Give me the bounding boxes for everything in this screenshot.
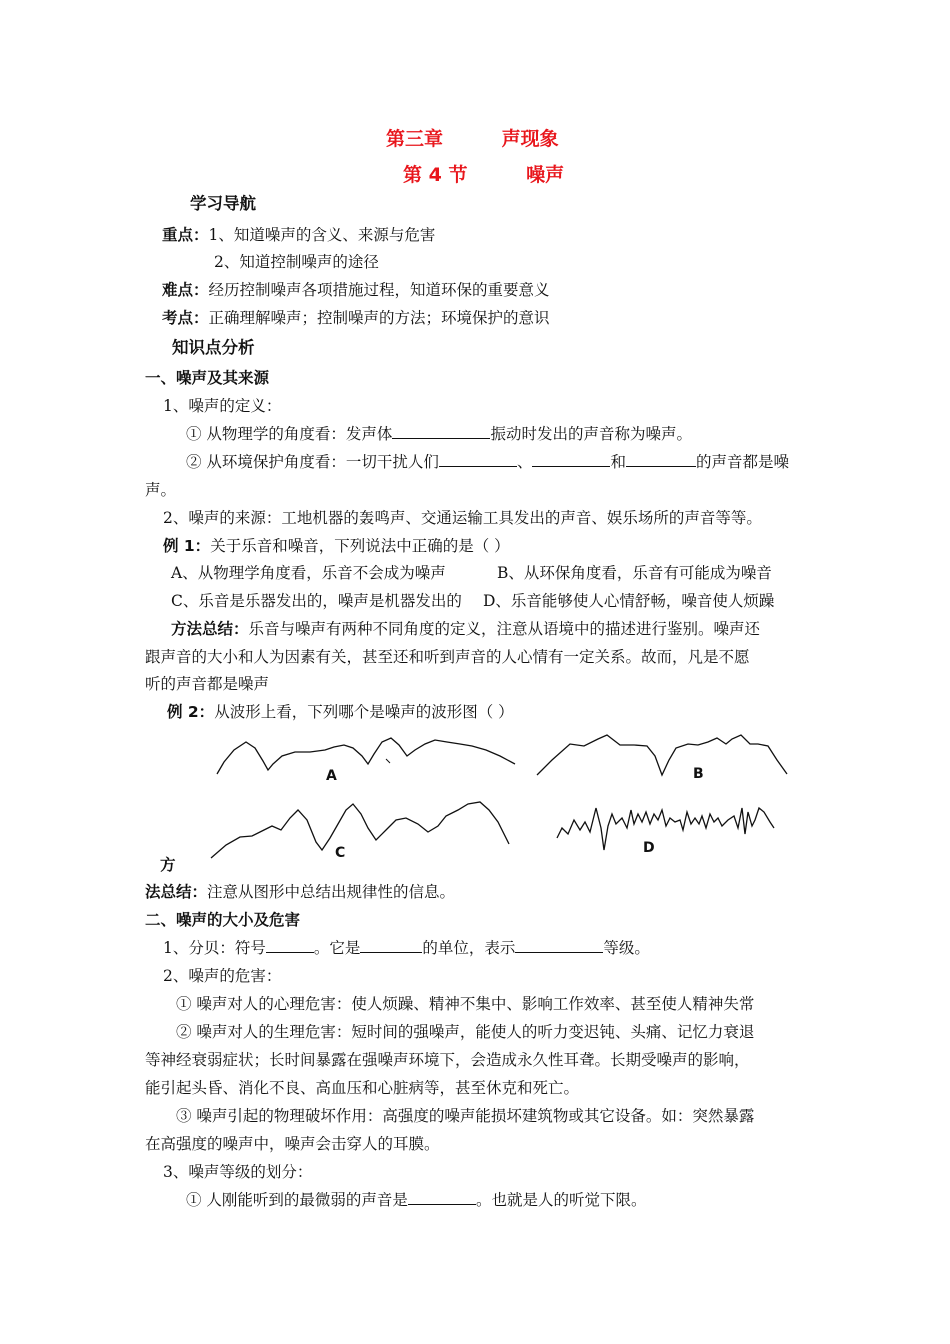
definition-1 <box>186 424 692 444</box>
level-1 <box>186 1190 646 1210</box>
answer-blank[interactable] <box>266 938 314 953</box>
key-points-line-1 <box>162 225 435 245</box>
answer-blank[interactable] <box>626 452 696 467</box>
answer-blank[interactable] <box>532 452 610 467</box>
waveform-b <box>532 730 792 780</box>
chapter-title <box>386 124 559 151</box>
key-label: 重点： <box>162 226 209 244</box>
method2-label-start: 方 <box>160 856 176 874</box>
section-number: 第 4 节 <box>403 164 468 186</box>
decibel-line <box>163 938 650 958</box>
waveform-a-label: A <box>326 768 337 784</box>
example-2-question: 从波形上看，下列哪个是噪声的波形图（ ） <box>214 703 514 721</box>
noise-source: 2、噪声的来源：工地机器的轰鸣声、交通运输工具发出的声音、娱乐场所的声音等等。 <box>163 509 762 527</box>
method-summary-1 <box>171 619 760 639</box>
option-b: B、从环保角度看，乐音有可能成为噪音 <box>497 564 772 582</box>
part2-heading: 二、噪声的大小及危害 <box>145 911 301 929</box>
definition-1-text: ① 从物理学的角度看：发声体 <box>186 425 393 443</box>
definition-2-text: ② 从环境保护角度看：一切干扰人们 <box>186 453 439 471</box>
exam-text: 正确理解噪声；控制噪声的方法；环境保护的意识 <box>208 309 550 327</box>
part1-heading: 一、噪声及其来源 <box>145 369 270 387</box>
difficult-label: 难点： <box>162 281 209 299</box>
harm-3-line-2: 在高强度的噪声中，噪声会击穿人的耳膜。 <box>145 1135 440 1153</box>
example-2-label: 例 2： <box>167 703 215 721</box>
analysis-heading: 知识点分析 <box>172 338 255 357</box>
harm-2-line-3: 能引起头昏、消化不良、高血压和心脏病等，甚至休克和死亡。 <box>145 1079 580 1097</box>
exam-label: 考点： <box>162 309 209 327</box>
waveform-c-label: C <box>335 845 346 861</box>
waveform-a <box>210 734 520 784</box>
answer-blank[interactable] <box>515 938 603 953</box>
method2-label-end: 法总结： <box>145 883 208 901</box>
key-point-1: 1、知道噪声的含义、来源与危害 <box>208 226 436 244</box>
definition-2-sep: 、 <box>516 453 533 471</box>
level-1-text: ① 人刚能听到的最微弱的声音是 <box>186 1191 408 1209</box>
difficult-line <box>162 280 550 300</box>
harm-1: ① 噪声对人的心理危害：使人烦躁、精神不集中、影响工作效率、甚至使人精神失常 <box>176 995 755 1013</box>
waveform-d <box>552 798 782 858</box>
harm-2-line-2: 等神经衰弱症状；长时间暴露在强噪声环境下，会造成永久性耳聋。长期受噪声的影响， <box>145 1051 750 1069</box>
method-summary-2: 跟声音的大小和人为因素有关，甚至还和听到声音的人心情有一定关系。故而，凡是不愿 <box>145 648 750 666</box>
exam-line <box>162 308 550 328</box>
chapter-name: 声现象 <box>501 128 559 150</box>
definition-2-wrap: 声。 <box>145 481 177 499</box>
answer-blank[interactable] <box>392 424 490 439</box>
answer-blank[interactable] <box>439 452 517 467</box>
example-2 <box>167 702 514 722</box>
harm-3-line-1: ③ 噪声引起的物理破坏作用：高强度的噪声能损坏建筑物或其它设备。如：突然暴露 <box>176 1107 755 1125</box>
method2-text: 注意从图形中总结出规律性的信息。 <box>207 883 456 901</box>
method2-line <box>145 882 455 902</box>
option-d: D、乐音能够使人心情舒畅，噪音使人烦躁 <box>483 592 775 610</box>
example-1 <box>163 536 510 556</box>
key-point-2: 2、知道控制噪声的途径 <box>214 253 379 271</box>
definition-title: 1、噪声的定义： <box>163 397 282 415</box>
example-1-label: 例 1： <box>163 537 211 555</box>
waveform-d-label: D <box>643 840 655 856</box>
chapter-number: 第三章 <box>386 128 444 150</box>
level-1-text-end: 。也就是人的听觉下限。 <box>475 1191 647 1209</box>
definition-2-text-end: 的声音都是噪 <box>695 453 789 471</box>
answer-blank[interactable] <box>408 1190 476 1205</box>
definition-2-and: 和 <box>610 453 626 471</box>
decibel-text-2: 。它是 <box>313 939 361 957</box>
waveform-c <box>206 800 516 870</box>
harm-2-line-1: ② 噪声对人的生理危害：短时间的强噪声，能使人的听力变迟钝、头痛、记忆力衰退 <box>176 1023 755 1041</box>
guide-heading: 学习导航 <box>190 194 256 213</box>
option-c: C、乐音是乐器发出的，噪声是机器发出的 <box>171 592 462 610</box>
decibel-text-3: 的单位，表示 <box>422 939 516 957</box>
decibel-text: 1、分贝：符号 <box>163 939 266 957</box>
method-text: 乐音与噪声有两种不同角度的定义，注意从语境中的描述进行鉴别。噪声还 <box>248 620 761 638</box>
method-label: 方法总结： <box>171 620 249 638</box>
answer-blank[interactable] <box>360 938 422 953</box>
method-summary-3: 听的声音都是噪声 <box>145 675 270 693</box>
section-title <box>403 160 564 187</box>
harm-title: 2、噪声的危害： <box>163 967 282 985</box>
definition-2 <box>186 452 789 472</box>
decibel-text-4: 等级。 <box>603 939 650 957</box>
option-a: A、从物理学角度看，乐音不会成为噪声 <box>171 564 446 582</box>
waveform-b-label: B <box>693 766 704 782</box>
level-title: 3、噪声等级的划分： <box>163 1163 313 1181</box>
definition-1-text-end: 振动时发出的声音称为噪声。 <box>490 425 692 443</box>
section-name: 噪声 <box>526 164 565 186</box>
example-1-question: 关于乐音和噪音，下列说法中正确的是（ ） <box>210 537 510 555</box>
difficult-text: 经历控制噪声各项措施过程，知道环保的重要意义 <box>208 281 550 299</box>
